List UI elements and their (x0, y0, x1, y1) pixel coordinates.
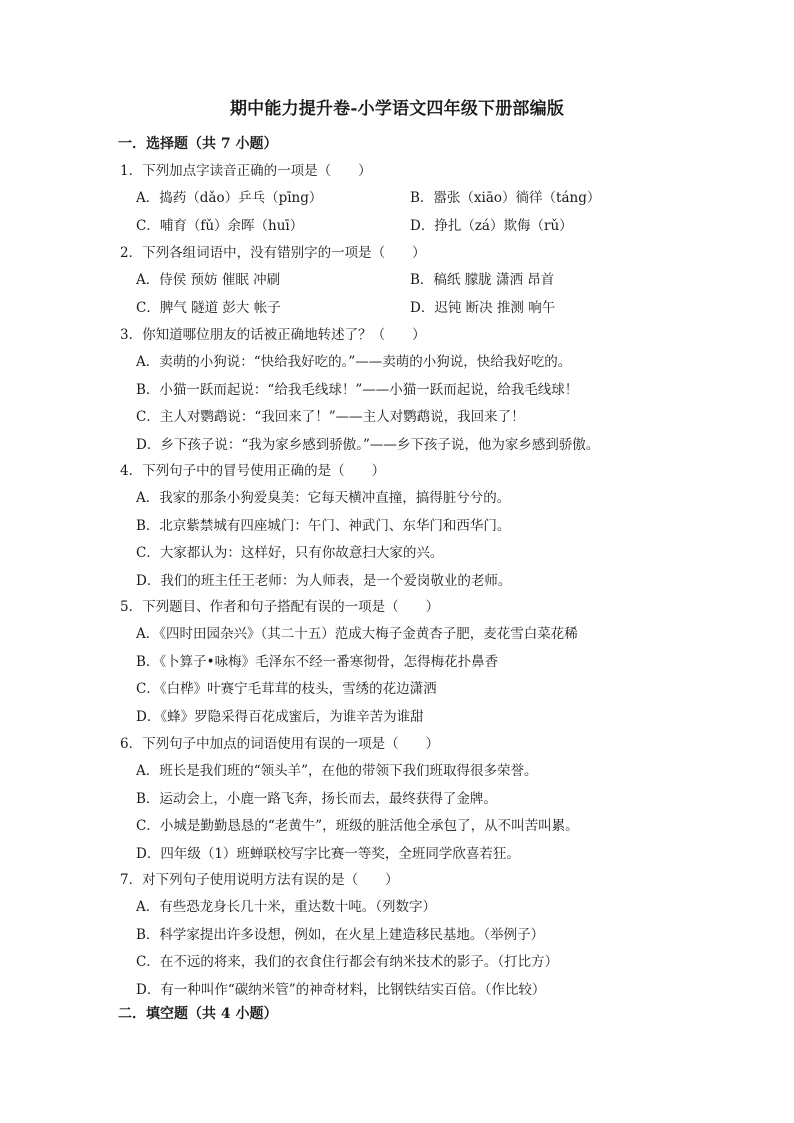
section-heading-fill: 二．填空题（共 4 小题） (118, 1006, 278, 1022)
option-d: D．《蜂》罗隐采得百花成蜜后，为谁辛苦为谁甜 (136, 708, 424, 725)
option-c: C．脾气 隧道 彭大 帐子 (136, 299, 281, 316)
option-c: C．主人对鹦鹉说：“我回来了！”——主人对鹦鹉说，我回来了！ (136, 409, 525, 426)
question-3 (120, 325, 680, 462)
option-d: D．我们的班主任王老师：为人师表，是一个爱岗敬业的老师。 (136, 572, 512, 589)
question-4 (120, 461, 680, 598)
option-a: A．《四时田园杂兴》（其二十五）范成大梅子金黄杏子肥，麦花雪白菜花稀 (136, 626, 578, 643)
option-c: C．小城是勤勤恳恳的“老黄牛”，班级的脏活他全承包了，从不叫苦叫累。 (136, 818, 579, 835)
option-b: B．稿纸 朦胧 潇洒 昂首 (410, 272, 555, 289)
option-row (120, 216, 680, 243)
question-2 (120, 243, 680, 325)
option-row (120, 188, 680, 215)
option-a: A．卖萌的小狗说：“快给我好吃的。”——卖萌的小狗说，快给我好吃的。 (136, 354, 572, 371)
option-b: B．小猫一跃而起说：“给我毛线球！”——小猫一跃而起说，给我毛线球！ (136, 381, 579, 398)
question-stem: 1．下列加点字读音正确的一项是（ ） (120, 163, 372, 179)
question-5 (120, 597, 680, 734)
question-stem: 4．下列句子中的冒号使用正确的是（ ） (120, 463, 386, 479)
option-a: A．捣药（dǎo）乒乓（pīng） (136, 190, 323, 207)
option-b: B．嚣张（xiāo）徜徉（táng） (410, 190, 601, 207)
question-stem: 6．下列句子中加点的词语使用有误的一项是（ ） (120, 736, 440, 752)
question-1 (120, 161, 680, 243)
option-c: C．在不远的将来，我们的衣食住行都会有纳米技术的影子。（打比方） (136, 954, 559, 971)
option-a: A．侍侯 预妨 催眠 冲刷 (136, 272, 281, 289)
option-d: D．四年级（1）班蝉联校写字比赛一等奖，全班同学欣喜若狂。 (136, 845, 520, 862)
question-stem: 3．你知道哪位朋友的话被正确地转述了？（ ） (120, 327, 426, 343)
option-c: C．大家都认为：这样好，只有你故意扫大家的兴。 (136, 545, 444, 562)
option-c: C．《白桦》叶赛宁毛茸茸的枝头，雪绣的花边潇洒 (136, 681, 437, 698)
option-b: B．运动会上，小鹿一路飞奔，扬长而去，最终获得了金牌。 (136, 790, 497, 807)
option-c: C．哺育（fǔ）余晖（huī） (136, 217, 304, 234)
option-row (120, 270, 680, 297)
question-stem: 7．对下列句子使用说明方法有误的是（ ） (120, 872, 399, 888)
question-stem: 2．下列各组词语中，没有错别字的一项是（ ） (120, 245, 426, 261)
option-d: D．乡下孩子说：“我为家乡感到骄傲。”——乡下孩子说，他为家乡感到骄傲。 (136, 436, 600, 453)
question-6 (120, 734, 680, 871)
section-heading-choice: 一．选择题（共 7 小题） (118, 136, 278, 152)
option-a: A．有些恐龙身长几十米，重达数十吨。（列数字） (136, 899, 436, 916)
question-7 (120, 870, 680, 1007)
option-b: B．《卜算子•咏梅》毛泽东不经一番寒彻骨，怎得梅花扑鼻香 (136, 653, 499, 670)
option-a: A．我家的那条小狗爱臭美：它每天横冲直撞，搞得脏兮兮的。 (136, 490, 511, 507)
page-title: 期中能力提升卷-小学语文四年级下册部编版 (229, 99, 565, 119)
option-row (120, 298, 680, 325)
option-d: D．迟钝 断决 推测 响午 (410, 299, 556, 316)
option-d: D．挣扎（zá）欺侮（rǔ） (410, 217, 573, 234)
option-b: B．北京紫禁城有四座城门：午门、神武门、东华门和西华门。 (136, 517, 511, 534)
question-stem: 5．下列题目、作者和句子搭配有误的一项是（ ） (120, 599, 440, 615)
option-d: D．有一种叫作“碳纳米管”的神奇材料，比钢铁结实百倍。（作比较） (136, 981, 546, 998)
option-b: B．科学家提出许多设想，例如，在火星上建造移民基地。（举例子） (136, 926, 545, 943)
option-a: A．班长是我们班的“领头羊”，在他的带领下我们班取得很多荣誉。 (136, 763, 538, 780)
